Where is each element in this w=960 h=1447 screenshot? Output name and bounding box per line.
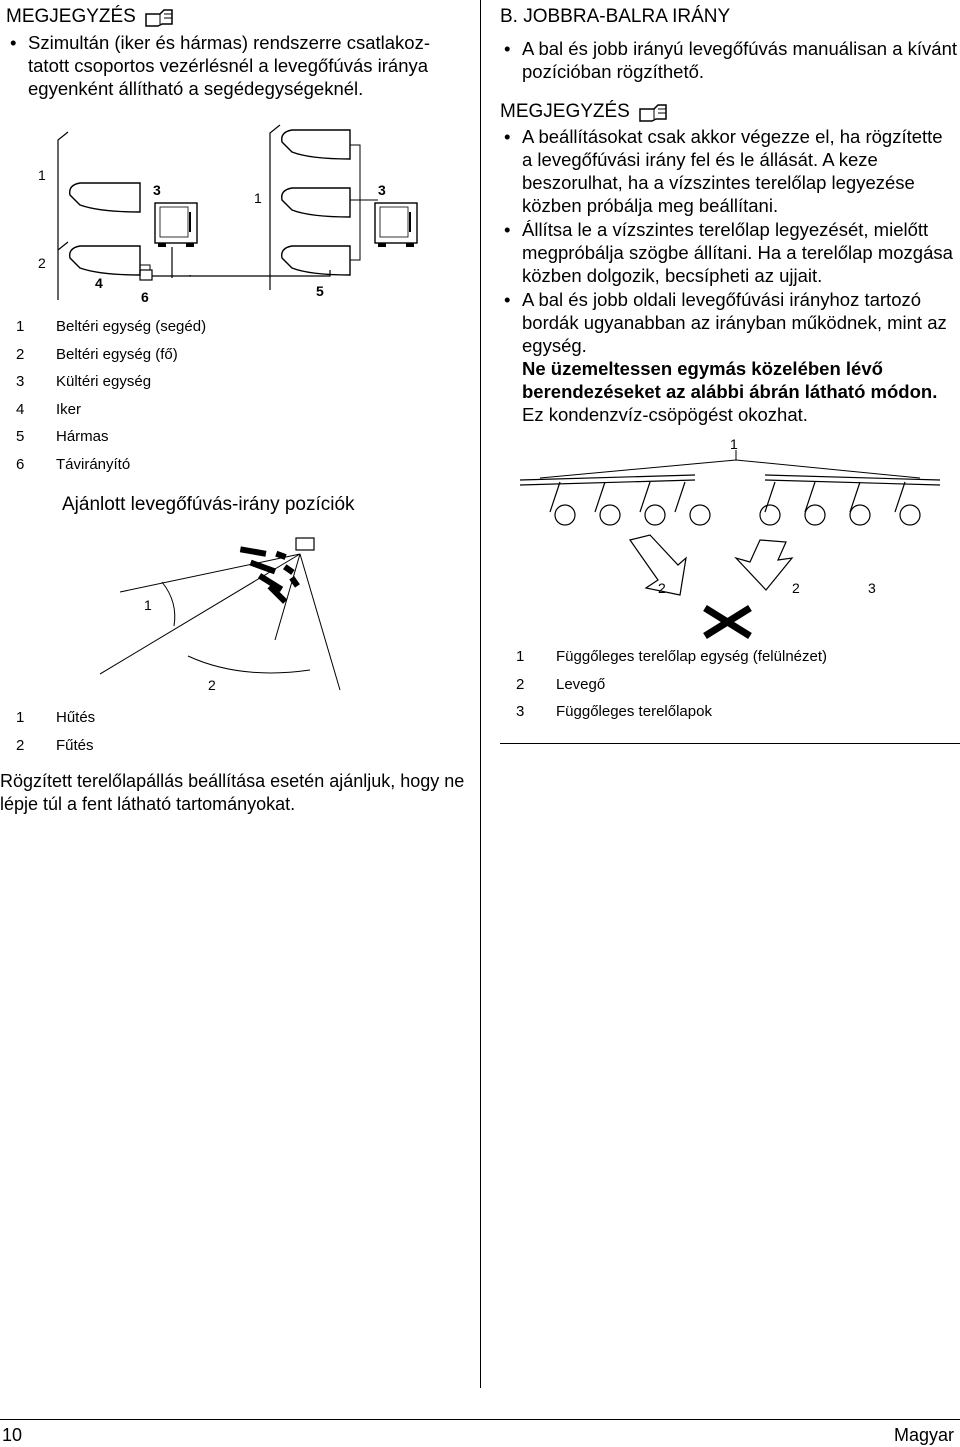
- section-title: B. JOBBRA-BALRA IRÁNY: [500, 6, 731, 27]
- airflow-title: Ajánlott levegőfúvás-irány pozíciók: [62, 494, 355, 515]
- footer-rule: [0, 1419, 960, 1420]
- fig-label-1b: 1: [254, 190, 262, 206]
- column-divider: [480, 0, 481, 1388]
- left-note: [6, 6, 466, 100]
- note-bullet-text: A bal és jobb oldali levegőfúvási irányhoz tartozó bordák ugyanabban az irányban működnek, mint az egység.: [522, 289, 947, 356]
- fig-label-5: 5: [316, 283, 324, 299]
- legend-row: 2 Fűtés: [16, 736, 94, 754]
- airflow-label-2: 2: [208, 677, 216, 693]
- legend-row: 6 Távirányító: [16, 455, 131, 473]
- legend-row: 1 Hűtés: [16, 709, 96, 726]
- note-bullet: • Állítsa le a vízszintes terelőlap legyezését, mielőtt megpróbálja szögbe állítani. Ha a terelőlap mozgása közben dolgozik, becsípheti az ujjait.: [500, 218, 958, 287]
- note-heading: [500, 101, 958, 123]
- legend-rule: [500, 743, 960, 744]
- warning-tail-text: Ez kondenzvíz-csöpögést okozhat.: [522, 404, 808, 425]
- louver-label-1: 1: [730, 436, 738, 452]
- fig-label-1a: 1: [38, 167, 46, 183]
- note-bullet: [500, 288, 958, 426]
- louver-legend: [516, 643, 956, 726]
- legend-row: 5 Hármas: [16, 428, 109, 445]
- louver-label-3: 3: [868, 580, 876, 596]
- airflow-legend: [16, 704, 216, 759]
- airflow-figure: [100, 530, 440, 710]
- airflow-label-1: 1: [144, 597, 152, 613]
- legend-row: 1 Beltéri egység (segéd): [16, 318, 207, 335]
- right-column: [500, 6, 958, 426]
- legend-row: 2 Beltéri egység (fő): [16, 345, 178, 363]
- fig-label-2: 2: [38, 255, 46, 271]
- airflow-caption: Rögzített terelőlapállás beállítása esetén ajánljuk, hogy ne lépje túl a fent látható tartományokat.: [0, 771, 465, 814]
- page-number: 10: [2, 1425, 23, 1445]
- fig-label-3b: 3: [378, 182, 386, 198]
- louver-figure: [500, 430, 960, 640]
- note-bullet: • Szimultán (iker és hármas) rendszerre csatlakoz- tatott csoportos vezérlésnél a levegőfúvás iránya egyenként állítható a segédegységeknél.: [6, 31, 466, 100]
- legend-row: 3 Kültéri egység: [16, 373, 152, 390]
- forbidden-x-icon: [705, 608, 750, 636]
- section-bullet: • A bal és jobb irányú levegőfúvás manuálisan a kívánt pozícióban rögzíthető.: [500, 37, 958, 83]
- note-title: MEGJEGYZÉS: [6, 6, 136, 27]
- note-bullet: • A beállításokat csak akkor végezze el, ha rögzítette a levegőfúvási irány fel és le állását. A keze beszorulhat, ha a vízszintes terelőlap legyezése közben próbálja meg beállítani.: [500, 125, 958, 217]
- warning-bold-text: Ne üzemeltessen egymás közelében lévő berendezéseket az alábbi ábrán látható módon.: [522, 358, 938, 402]
- system-legend: [16, 313, 416, 478]
- fig-label-4: 4: [95, 275, 103, 291]
- fig-label-3a: 3: [153, 182, 161, 198]
- fig-label-6: 6: [141, 289, 149, 305]
- louver-label-2b: 2: [792, 580, 800, 596]
- footer-language: Magyar: [893, 1425, 954, 1445]
- legend-row: 4 Iker: [16, 400, 82, 418]
- system-figure: [0, 110, 470, 310]
- note-hand-icon: [638, 101, 670, 123]
- note-title: MEGJEGYZÉS: [500, 101, 630, 122]
- legend-row: 2 Levegő: [516, 675, 606, 693]
- legend-row: 3 Függőleges terelőlapok: [516, 703, 712, 720]
- note-hand-icon: [144, 6, 176, 28]
- louver-label-2a: 2: [658, 580, 666, 596]
- indoor-unit-shape: [70, 183, 140, 212]
- note-heading: [6, 6, 466, 28]
- legend-row: 1 Függőleges terelőlap egység (felülnézet): [516, 648, 828, 665]
